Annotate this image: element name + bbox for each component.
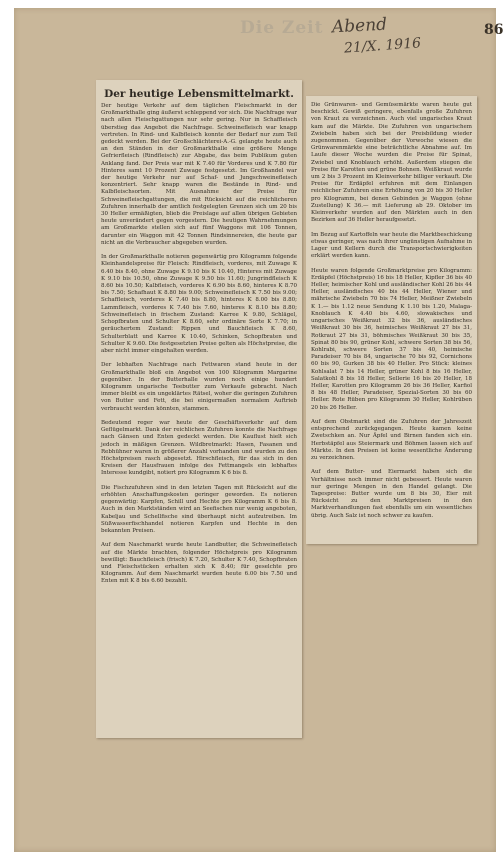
article-body-left: Der heutige Verkehr auf dem täglichen Fleischmarkt in der Großmarkthalle ging äußerst schleppend vor sich. Die Nachfrage war nach allen Fleischgattungen nur sehr gering. Nur in Schaffleisch überstieg das Angebot die Nachfrage. Schweinefleisch war knapp vertreten. In Rind- und Kalbfleisch konnte der Bedarf nur zum Teil gedeckt werden. Bei der Großschlächterei-A.-G. gelangte heute auch an den Ständen in der Großmarkthalle eine größere Menge Gefrierfleisch (Rindfleisch) zur Abgabe, das beim Publikum guten Anklang fand. Der Preis war mit K 7.40 für Vorderes und K 7.80 für Hinteres samt 10 Prozent Zuwage festgesetzt. Im Großhandel war der heutige Verkehr nur auf Schaf- und Jungschweinefleisch konzentriert. Sehr knapp waren die Bestände in Rind- und Kalbfleischsorten. Mit Ausnahme der Preise für Schweinefleischgattungen, die mit Rücksicht auf die reichlicheren Zufuhren innerhalb der amtlich festgelegten Grenzen sich um 20 bis 30 Heller ermäßigten, blieb die Preislage auf allen übrigen Gebieten heute unverändert gegen vorgestern. Die heutigen Wahrnehmungen am Großmarkte stellen sich auf fünf Waggons mit 106 Tonnen, darunter ein Waggon mit 42 Tonnen Rindsinnereien, die heute gar nicht an die Verbraucher abgegeben wurden. In der Großmarkthalle notieren gegenwärtig pro Kilogramm folgende Kleinhandelspreise für Fleisch: Rindfleisch, vorderes, mit Zuwage K 6.40 bis 8.40, ohne Zuwage K 9.10 bis K 10.40, Hinteres mit Zuwage K 9.10 bis 10.50, ohne Zuwage K 9.50 bis 11.60; Jungrindfleisch K 8.60 bis 10.50; Kalbfleisch, vorderes K 6.90 bis 8.60, hinteres K 8.70 bis 7.50; Schafhaut K 8.80 bis 9.00; Schweinefleisch K 7.50 bis 9.00; Schaffleisch, vorderes K 7.40 bis 8.80, hinteres K 8.00 bis 8.80; Lammfleisch, vorderes K 7.40 bis 7.60, hinteres K 8.10 bis 8.80; Schweinefleisch in frischem Zustand: Karree K 9.80, Schlägel, Schopfbraten und Schulter K 8.60, sehr ordinäre Sorte K 7.70; in geräuchertem Zustand: Rippen und Bauchfleisch K 8.60, Schulterblatt und Karree K 10.40, Schinken, Schopfbraten und Schulter K 9.60. Die festgesetzten Preise gelten als Höchstpreise, die aber nicht immer eingehalten werden. Der lebhaften Nachfrage nach Fettwaren stand heute in der Großmarkthalle bloß ein Angebot von 100 Kilogramm Margarine gegenüber. In der Butterhalle wurden noch einige hundert Kilogramm ungarische Teebutter zum Verkaufe gebracht. Nach immer bleibt es ein ungeklärtes Rätsel, woher die geringen Zufuhren von Butter und Fett, die bei einigermaßen normalem Auftrieb verbraucht werden könnten, stammen. Bedeutend reger war heute der Geschäftsverkehr auf dem Geflügelmarkt. Dank der reichlichen Zufuhren konnte die Nachfrage nach Gänsen und Enten gedeckt werden. Die Kauflust hielt sich jedoch in mäßigen Grenzen. Wildbretmarkt: Hasen, Fasanen und Rebhühner waren in größerer Anzahl vorhanden und wurden zu den Höchstpreisen rasch abgesetzt. Hirschfleisch, für das sich in den Kreisen der Hausfrauen infolge des Fettmangels ein lebhaftes Interesse kundgibt, notiert pro Kilogramm K 6 bis 8. Die Fischzufuhren sind in den letzten Tagen mit Rücksicht auf die erhöhten Anschaffungskosten geringer geworden. Es notieren gegenwärtig: Karpfen, Schill und Hechte pro Kilogramm K 6 bis 8. Auch in den Marktständen wird an Seefischen nur wenig angeboten, Kabeljau und Schellfische sind überhaupt nicht aufzutreiben. Im Süßwasserfischhandel notieren Karpfen und Hechte in den bekannten Preisen. Auf dem Naschmarkt wurde heute Landbutter, die Schweinefleisch auf die Märkte brachten, folgender Höchstpreis pro Kilogramm bewilligt: Bauchfleisch (frisch) K 7.20, Schulter K 7.40, Schopfbraten und Fleischstücken erhalten sich K 8.40; für geselchte pro Kilogramm. Auf dem Naschmarkt wurden heute 6.00 bis 7.50 und Enten mit K 8 bis 6.60 bezahlt. (101, 103, 297, 585)
page-number: 86 (484, 22, 504, 38)
newspaper-stamp: Die Zeit (240, 18, 324, 38)
article-title: Der heutige Lebensmittelmarkt. (104, 88, 294, 100)
article-clipping-right-column (306, 96, 477, 544)
handwritten-date: 21/X. 1916 (343, 35, 422, 57)
handwritten-edition: Abend (331, 14, 388, 38)
article-body-right: Die Grünwaren- und Gemüsemärkte waren heute gut beschickt. Gewiß geringere, ebenfalls große Zufuhren von Kraut zu verzeichnen. Auch viel ungarisches Kraut kam auf die Märkte. Die Zufuhren von ungarischem Zwiebeln haben sich bei der Preisbildung wieder zugenommen. Gegenüber der Vorwoche wiesen die Grünwarenmärkte eine beträchtliche Abnahme auf. Im Laufe dieser Woche wurden die Preise für Spinat, Zwiebel und Knoblauch erhöht. Außerdem stiegen die Preise für Karotten und grüne Bohnen. Weißkraut wurde um 2 bis 3 Prozent im Kleinverkehr billiger verkauft. Die Preise für Erdäpfel erfuhren mit dem Einlangen reichlicher Zufuhren eine Erhöhung von 20 bis 30 Heller pro Kilogramm, bei denen Gebinden je Waggon (ohne Zustellung) K 36.— mit Lieferung ab 29. Oktober im Kleinverkehr wurden auf den Märkten auch in den Bezirken auf 36 Heller heraufgesetzt. Im Bezug auf Kartoffeln war heute die Marktbeschickung etwas geringer, was nach ihrer ungünstigen Aufnahme in Lager und Kellern durch die Transportschwierigkeiten erklärt werden kann. Heute waren folgende Großmarktpreise pro Kilogramm: Erdäpfel (Höchstpreis) 16 bis 18 Heller, Kipfler 36 bis 40 Heller, heimischer Kohl und ausländischer Kohl 26 bis 44 Heller, ausländisches 40 bis 44 Heller, Wiener und mährische Zwiebeln 70 bis 74 Heller, Meißner Zwiebeln K 1.— bis 1.12 neue Sendung K 1.10 bis 1.20, Malaga-Knoblauch K 4.40 bis 4.60, slowakisches und ungarisches Weißkraut 32 bis 36, ausländisches Weißkraut 30 bis 36, heimisches Weißkraut 27 bis 31, Rotkraut 27 bis 31, böhmisches Weißkraut 30 bis 35, Spinat 80 bis 90, grüner Kohl, schwere Sorten 38 bis 56, Kohlrabi, schwere Sorten 37 bis 40, heimische Paradeiser 70 bis 84, ungarische 70 bis 92, Cornichons 60 bis 90, Gurken 38 bis 40 Heller. Pro Stück: kleines Kohlsalat 7 bis 14 Heller, grüner Kohl 8 bis 16 Heller, Salatkohl 8 bis 18 Heller, Sellerie 16 bis 20 Heller, 18 Heller, Karotten pro Kilogramm 26 bis 36 Heller, Karfiol 8 bis 48 Heller, Paradeiser, Spezial-Sorten 30 bis 60 Heller. Rote Rüben pro Kilogramm 30 Heller, Kohlrüben 20 bis 26 Heller. Auf dem Obstmarkt sind die Zufuhren der Jahreszeit entsprechend zurückgegangen. Heute kamen keine Zwetschken an. Nur Äpfel und Birnen fanden sich ein. Herbstäpfel aus Steiermark und Böhmen lassen sich auf Märkte. In den Preisen ist keine wesentliche Änderung zu verzeichnen. Auf dem Butter- und Eiermarkt haben sich die Verhältnisse noch immer nicht gebessert. Heute waren nur geringe Mengen in den Handel gelangt. Die Tagespreise: Butter wurde um 8 bis 30, Eier mit Rücksicht zu den Marktpreisen in den Marktverhandlungen fast ebenfalls um ein wesentliches übrig. Auch Salz ist noch schwer zu kaufen. (311, 102, 472, 519)
article-clipping-left-column (96, 80, 302, 738)
